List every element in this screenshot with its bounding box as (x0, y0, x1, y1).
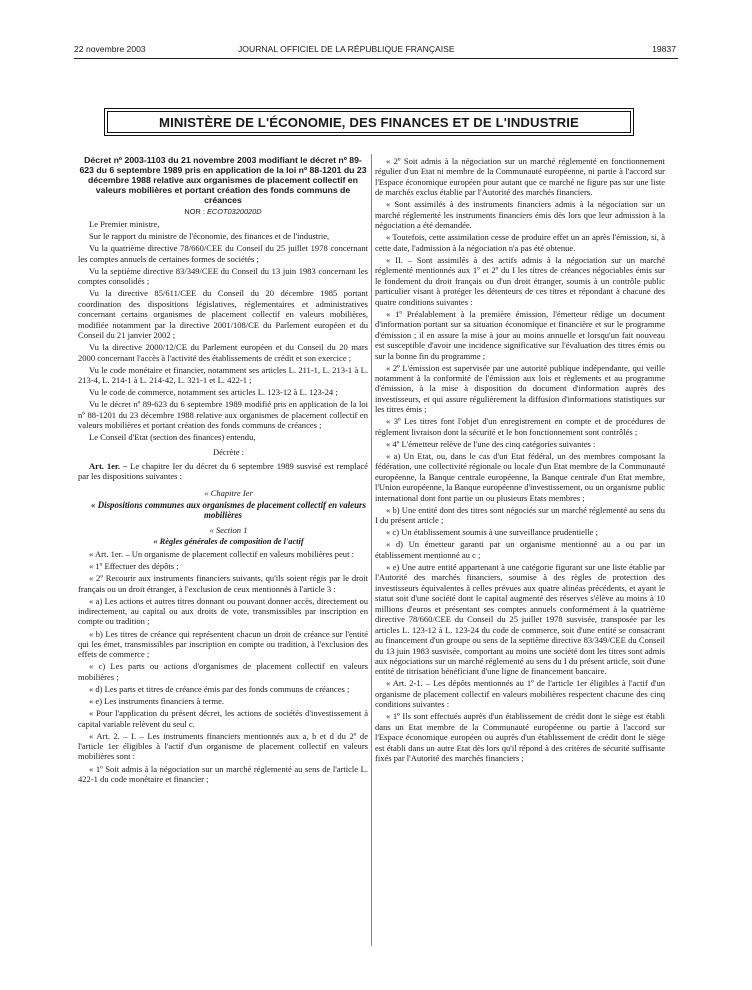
article-text: Le chapitre Ier du décret du 6 septembre 1989 susvisé est remplacé par les dispositions suivantes : (78, 461, 368, 482)
paragraph: « 3º Les titres font l'objet d'un enregistrement en compte et de procédures de règlement livraison dont la sécurité et le bon fonctionnement sont contrôlés ; (375, 416, 665, 437)
paragraph: « e) Les instruments financiers à terme. (89, 696, 225, 707)
paragraph: « Sont assimilés à des instruments financiers admis à la négociation sur un marché réglementé les instruments financiers émis dès lors que leur admission à la négociation a été demandée. (375, 199, 665, 231)
paragraph: « 1º Préalablement à la première émission, l'émetteur rédige un document d'information portant sur sa situation économique et financière et sur le programme d'émission ; il en assure la mise à jour au moins annuelle et lorsqu'un fait nouveau est susceptible d'avoir une incidence significative sur l'évaluation des titres émis ou sur la bonne fin du programme ; (375, 308, 665, 361)
right-column (375, 156, 665, 765)
paragraph: Vu le code monétaire et financier, notamment ses articles L. 211-1, L. 213-1 à L. 213-4, L. 214-1 à L. 214-42, L. 321-1 et L. 422-1 ; (78, 364, 368, 386)
paragraph: « c) Les parts ou actions d'organismes de placement collectif en valeurs mobilières ; (78, 661, 368, 682)
paragraph: Vu la directive 85/611/CEE du Conseil du 20 décembre 1985 portant coordination des dispositions législatives, réglementaires et administratives concernant certains organismes de placement collectif en valeurs mobilières, modifiée notamment par la directive 2001/108/CE du Parlement européen et du Conseil du 21 janvier 2002 ; (78, 288, 368, 341)
running-header (0, 44, 752, 58)
paragraph: Vu la septième directive 83/349/CEE du Conseil du 13 juin 1983 concernant les comptes consolidés ; (78, 265, 368, 287)
paragraph: « Toutefois, cette assimilation cesse de produire effet un an après l'émission, si, à cette date, l'admission à la négociation n'a pas été obtenue. (375, 232, 665, 253)
paragraph: Sur le rapport du ministre de l'économie, des finances et de l'industrie, (89, 231, 330, 242)
chapter-title: « Dispositions communes aux organismes de placement collectif en valeurs mobilières (91, 499, 366, 521)
chapter-heading: « Chapitre Ier (204, 487, 253, 498)
paragraph: « 2º L'émission est supervisée par une autorité publique indépendante, qui veille notamment à la conformité de l'émission aux lois et règlements et au programme d'émission, à la mise à disposition du document d'information auprès des investisseurs, et qui assure régulièrement la diffusion d'informations statistiques sur les titres émis ; (375, 362, 665, 415)
journal-title: JOURNAL OFFICIEL DE LA RÉPUBLIQUE FRANÇAISE (238, 44, 455, 54)
paragraph: « 2º Recourir aux instruments financiers suivants, qu'ils soient régis par le droit français ou un droit étranger, à l'exclusion de ceux mentionnés à l'article 3 : (78, 573, 368, 594)
paragraph: Le Conseil d'Etat (section des finances) entendu, (89, 432, 256, 443)
paragraph: Vu le décret nº 89-623 du 6 septembre 1989 modifié pris en application de la loi nº 88-1201 du 23 décembre 1988 relative aux organismes de placement collectif en valeurs mobilières et portant création des fonds communs de créances ; (78, 399, 368, 431)
paragraph: « 4º L'émetteur relève de l'une des cinq catégories suivantes : (386, 438, 596, 449)
article-label: Art. 1er. – (89, 461, 128, 472)
paragraph: Le Premier ministre, (89, 219, 160, 230)
paragraph: « II. – Sont assimilés à des actifs admis à la négociation sur un marché réglementé mentionnés aux 1º et 2º du I les titres de créances négociables émis sur le fondement du droit français ou d'un droit étranger, soumis à un contrôle public particulier visant à protéger les détenteurs de ces titres et répondant à chacune des quatre conditions suivantes : (375, 254, 665, 307)
paragraph: « c) Un établissement soumis à une surveillance prudentielle ; (386, 527, 598, 538)
paragraph: « Pour l'application du présent décret, les actions de sociétés d'investissement à capital variable relèvent du seul c. (78, 708, 368, 729)
section-heading: « Section 1 (209, 524, 248, 535)
paragraph: Vu la quatrième directive 78/660/CEE du Conseil du 25 juillet 1978 concernant les comptes annuels de certaines formes de sociétés ; (78, 243, 368, 264)
column-divider (371, 154, 372, 946)
paragraph: « e) Une autre entité appartenant à une catégorie figurant sur une liste établie par l'Autorité des marchés financiers, soumise à des règles de protection des investisseurs équivalentes à celles prévues aux quatre alinéas précédents, et ayant le statut soit d'une société dont le capital augmenté des réserves s'élève au moins à 10 millions d'euros et présentant ses comptes annuels conformément à la quatrième directive 78/660/CEE du Conseil du 25 juillet 1978 susvisée, transposée par les articles L. 123-12 à L. 123-24 du code de commerce, soit d'une entité se consacrant au financement d'un groupe ou sens de la septième directive 83/349/CEE du Conseil du 13 juin 1983 susvisée, comportant au moins une société dont les titres sont admis aux négociations sur un marché réglementé au sens du I du présent article, soit d'une entité de titrisation bénéficiant d'une ligne de financement bancaire. (375, 561, 665, 677)
header-rule (74, 58, 678, 59)
nor-reference (78, 207, 368, 217)
nor-code: ECOT0320020D (206, 207, 262, 217)
paragraph: « a) Les actions et autres titres donnant ou pouvant donner accès, directement ou indirectement, au capital ou aux droits de vote, transmissibles par inscription en compte ou tradition ; (78, 595, 368, 627)
paragraph: « a) Un Etat, ou, dans le cas d'un Etat fédéral, un des membres composant la fédération, une collectivité régionale ou locale d'un Etat membre de la Communauté européenne, la Banque centrale européenne, la Banque centrale d'un Etat membre, l'Union européenne, la Banque européenne d'investissement, ou un organisme public international dont font partie un ou plusieurs Etats membres ; (375, 450, 665, 503)
section-title: « Règles générales de composition de l'actif (153, 536, 304, 546)
page-number: 19837 (652, 44, 676, 54)
ministry-title: MINISTÈRE DE L'ÉCONOMIE, DES FINANCES ET DE L'INDUSTRIE (159, 114, 579, 130)
paragraph: Vu le code de commerce, notamment ses articles L. 123-12 à L. 123-24 ; (89, 387, 338, 398)
paragraph: « 1º Effectuer des dépôts ; (89, 561, 179, 572)
paragraph: « 1º Soit admis à la négociation sur un marché réglementé au sens de l'article L. 422-1 du code monétaire et financier ; (78, 763, 368, 784)
decree-title: Décret nº 2003-1103 du 21 novembre 2003 modifiant le décret nº 89-623 du 6 septembre 1989 pris en application de la loi nº 88-1201 du 23 décembre 1988 relative aux organismes de placement collectif en valeurs mobilières et portant création des fonds communs de créances (79, 155, 367, 205)
paragraph: « 1º Ils sont effectués auprès d'un établissement de crédit dont le siège est établi dans un Etat membre de la Communauté européenne ou partie à l'accord sur l'Espace économique européen ou auprès d'un établissement de crédit dont le siège est établi dans un autre Etat dès lors qu'il répond à des critères de sécurité suffisante fixés par l'Autorité des marchés financiers ; (375, 711, 665, 764)
decrete-heading: Décrète : (212, 446, 245, 457)
paragraph: « Art. 1er. – Un organisme de placement collectif en valeurs mobilières peut : (89, 548, 354, 559)
paragraph: « 2º Soit admis à la négociation sur un marché réglementé en fonctionnement régulier d'un Etat ni membre de la Communauté européenne, ni partie à l'accord sur l'Espace économique européen pour autant que ce marché ne figure pas sur une liste de marchés exclus établie par l'Autorité des marchés financiers. (375, 156, 665, 198)
left-column (78, 156, 368, 786)
paragraph: « b) Une entité dont des titres sont négociés sur un marché réglementé au sens du I du présent article ; (375, 504, 665, 526)
paragraph: « Art. 2. – I. – Les instruments financiers mentionnés aux a, b et d du 2º de l'article 1er éligibles à l'actif d'un organisme de placement collectif en valeurs mobilières sont : (78, 730, 368, 762)
issue-date: 22 novembre 2003 (74, 44, 146, 54)
nor-label: NOR : (184, 207, 205, 217)
paragraph: « Art. 2-1. – Les dépôts mentionnés au 1º de l'article 1er éligibles à l'actif d'un organisme de placement collectif en valeurs mobilières respectent chacune des cinq conditions suivantes : (375, 678, 665, 710)
ministry-heading (104, 108, 634, 136)
paragraph: « b) Les titres de créance qui représentent chacun un droit de créance sur l'entité qui les émet, transmissibles par inscription en compte ou tradition, à l'exclusion des effets de commerce ; (78, 628, 368, 660)
article-1 (78, 461, 368, 482)
paragraph: « d) Un émetteur garanti par un organisme mentionné au a ou par un établissement mentionné au c ; (375, 539, 665, 560)
paragraph: Vu la directive 2000/12/CE du Parlement européen et du Conseil du 20 mars 2000 concernant l'accès à l'activité des établissements de crédit et son exercice ; (78, 342, 368, 363)
paragraph: « d) Les parts et titres de créance émis par des fonds communs de créances ; (89, 683, 350, 694)
